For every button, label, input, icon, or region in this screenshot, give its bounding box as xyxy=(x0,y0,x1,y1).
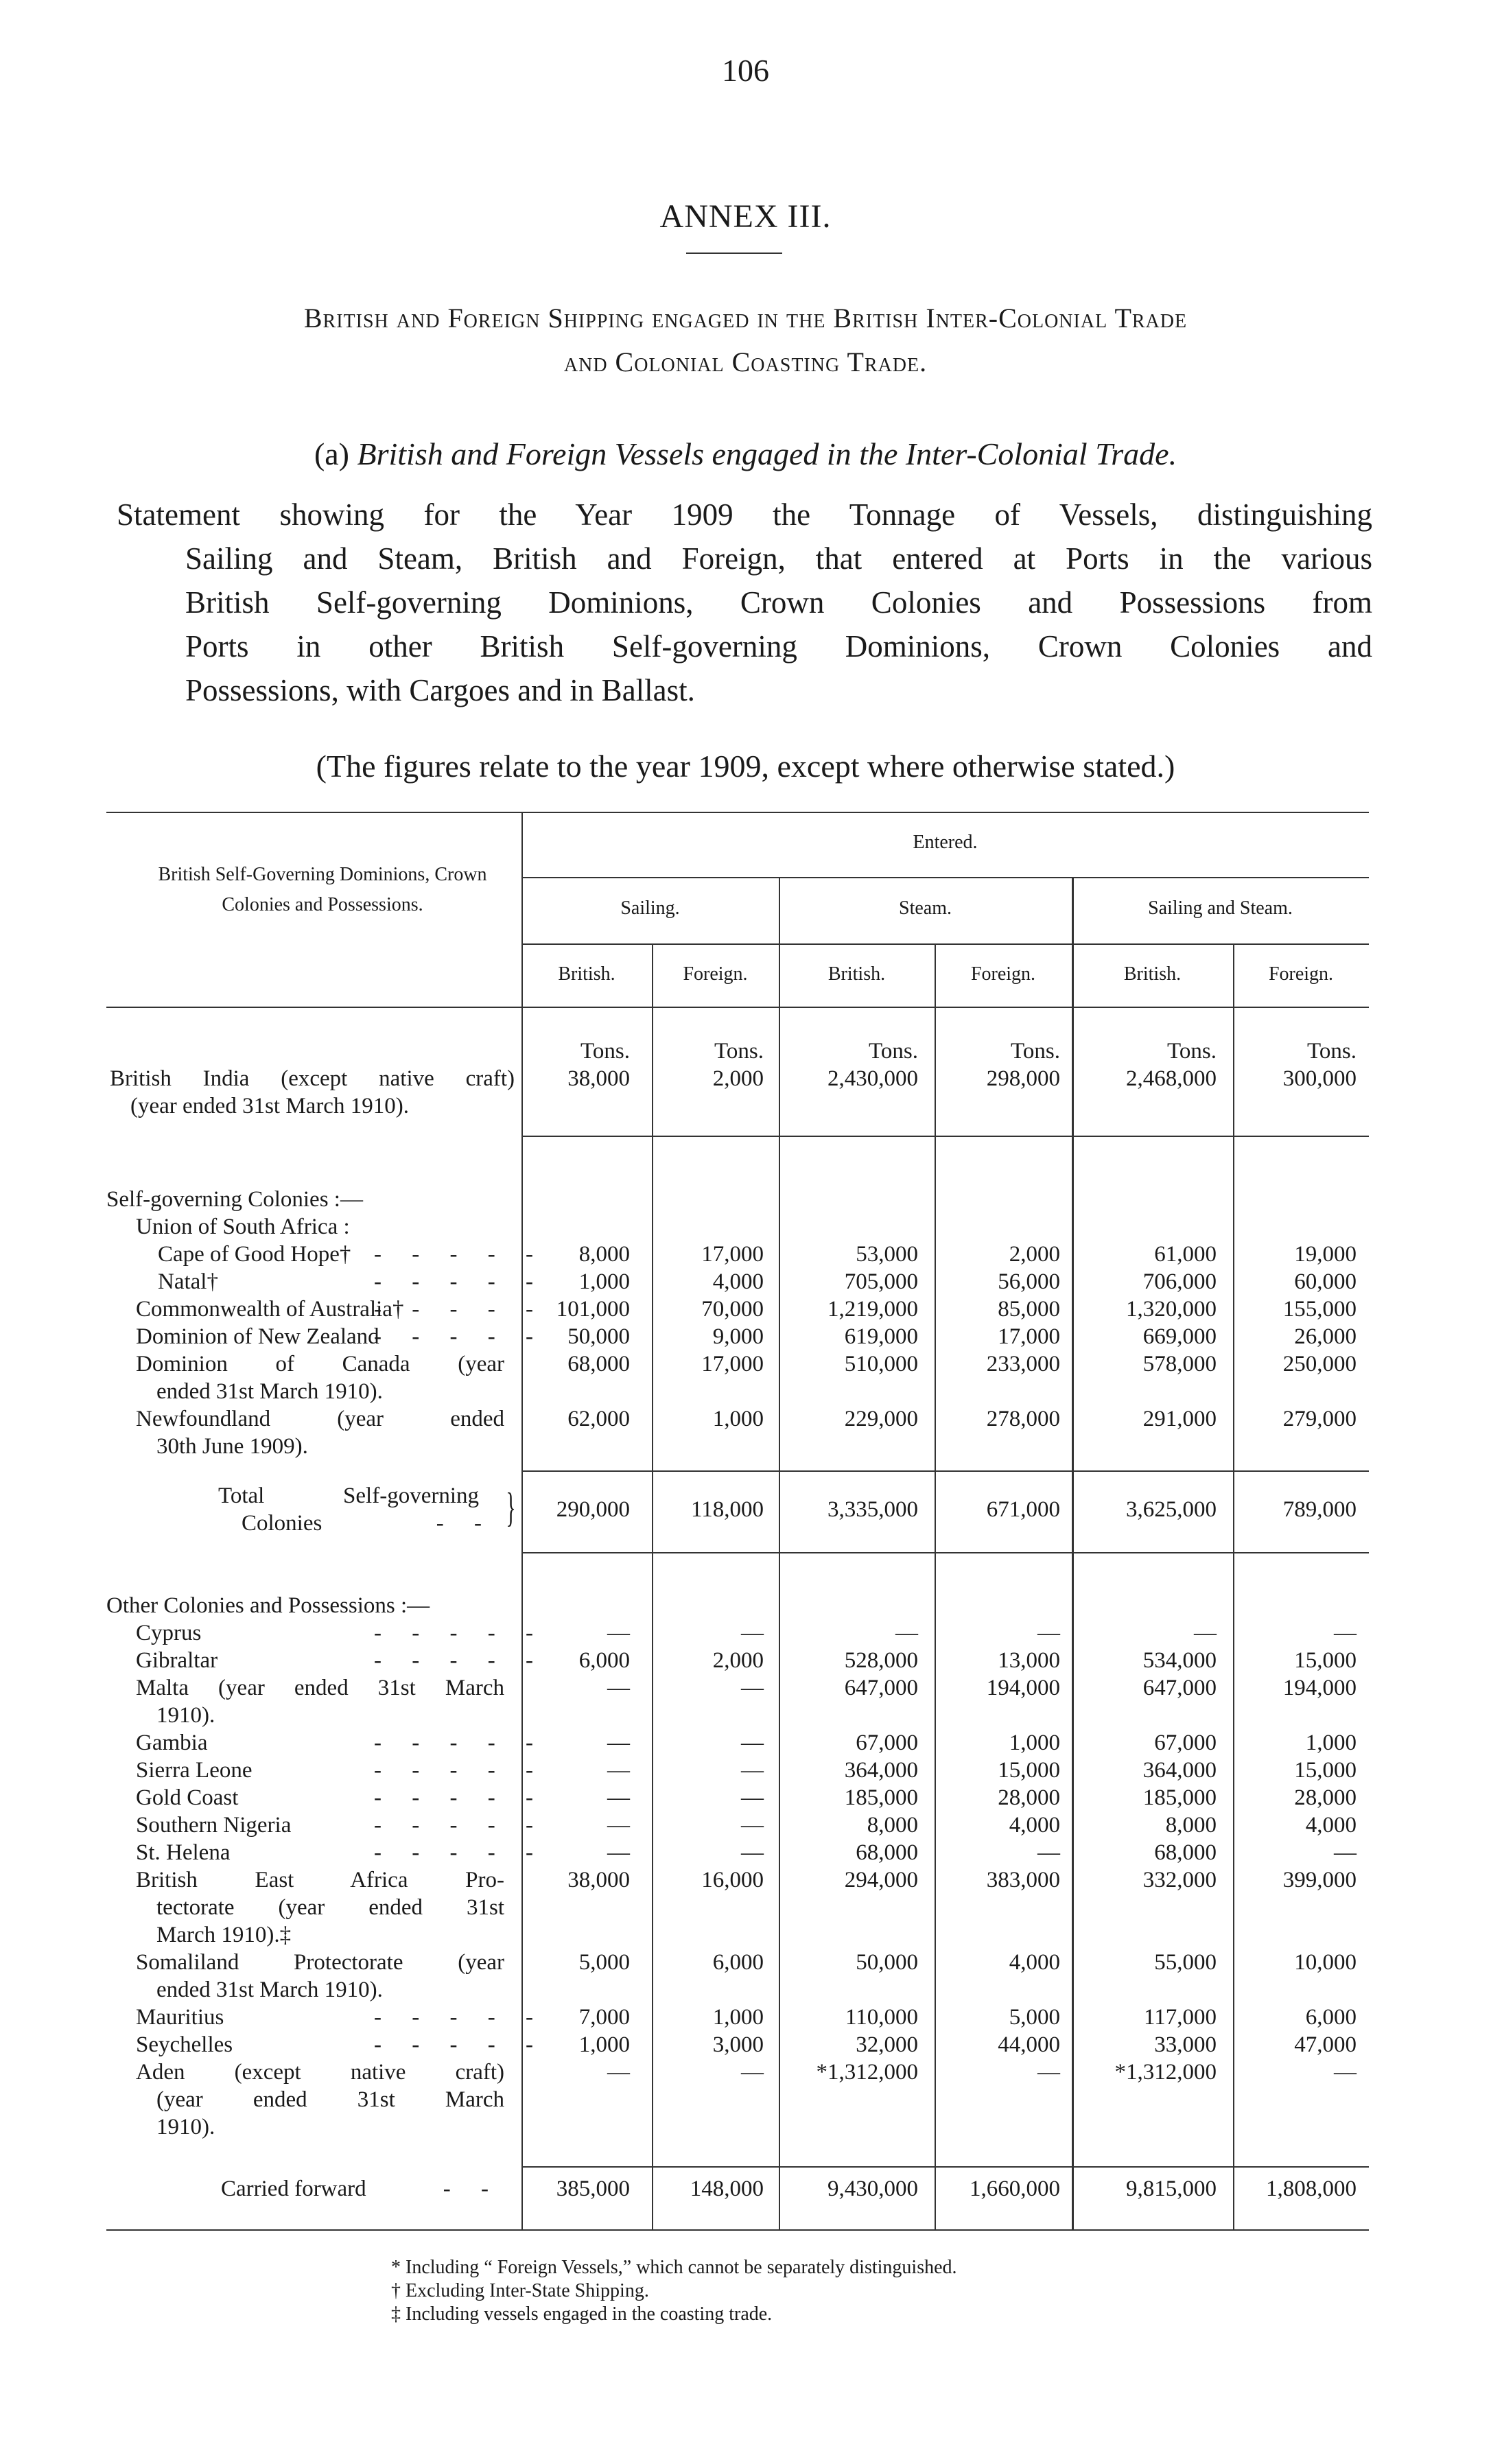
table-cell: — xyxy=(607,1813,630,1838)
table-cell: 1,000 xyxy=(1009,1730,1060,1755)
table-cell: 1,660,000 xyxy=(970,2176,1060,2201)
footnote: ‡ Including vessels engaged in the coasting trade. xyxy=(391,2303,773,2325)
row-label: Commonwealth of Australia† xyxy=(136,1297,404,1322)
table-cell: 118,000 xyxy=(690,1497,764,1522)
statement-line: Sailing and Steam, British and Foreign, that entered at Ports in the various xyxy=(185,541,1372,576)
table-cell: 17,000 xyxy=(701,1242,764,1267)
col-header: Foreign. xyxy=(683,963,748,985)
group-divider xyxy=(1072,877,1074,2229)
table-cell: *1,312,000 xyxy=(816,2060,918,2085)
header-bottom-rule xyxy=(106,1007,1369,1008)
table-cell: 56,000 xyxy=(998,1269,1060,1294)
table-cell: 2,000 xyxy=(712,1066,764,1091)
table-cell: 9,815,000 xyxy=(1126,2176,1217,2201)
table-cell: 647,000 xyxy=(1142,1676,1217,1700)
statement-line: Ports in other British Self-governing Dominions, Crown Colonies and xyxy=(185,629,1372,664)
table-cell: 2,000 xyxy=(1009,1242,1060,1267)
table-cell: 705,000 xyxy=(844,1269,918,1294)
table-top-rule xyxy=(106,812,1369,813)
row-label: (year ended 31st March xyxy=(156,2087,504,2112)
table-cell: — xyxy=(607,1676,630,1700)
leader-dashes: - - - - - xyxy=(374,1813,545,1838)
table-cell: 8,000 xyxy=(578,1242,630,1267)
table-cell: 28,000 xyxy=(1294,1785,1357,1810)
table-cell: 70,000 xyxy=(701,1297,764,1322)
table-cell: 671,000 xyxy=(986,1497,1060,1522)
table-cell: — xyxy=(741,1758,764,1783)
table-cell: 1,808,000 xyxy=(1266,2176,1357,2201)
table-cell: 38,000 xyxy=(567,1868,630,1892)
table-cell: 3,335,000 xyxy=(827,1497,918,1522)
col-header: British. xyxy=(558,963,615,985)
entered-rule xyxy=(521,877,1369,878)
unit-label: Tons. xyxy=(1167,1039,1217,1064)
footnote: * Including “ Foreign Vessels,” which cannot be separately distinguished. xyxy=(391,2257,957,2278)
annex-rule xyxy=(686,253,782,254)
subheading-prefix: (a) xyxy=(314,436,349,471)
unit-label: Tons. xyxy=(869,1039,918,1064)
table-cell: 15,000 xyxy=(1294,1648,1357,1673)
unit-label: Tons. xyxy=(580,1039,630,1064)
table-cell: — xyxy=(607,1730,630,1755)
group-header-sailing-and-steam: Sailing and Steam. xyxy=(1148,897,1293,919)
table-cell: 155,000 xyxy=(1282,1297,1357,1322)
table-cell: 67,000 xyxy=(856,1730,918,1755)
table-cell: 148,000 xyxy=(690,2176,764,2201)
table-cell: 17,000 xyxy=(998,1324,1060,1349)
leader-dashes: - - - - - xyxy=(374,2032,545,2057)
table-cell: 26,000 xyxy=(1294,1324,1357,1349)
row-label: St. Helena xyxy=(136,1840,231,1865)
table-cell: — xyxy=(741,1621,764,1645)
table-cell: — xyxy=(1037,1621,1060,1645)
statement-line: Statement showing for the Year 1909 the Tonnage of Vessels, distinguishing xyxy=(117,497,1372,532)
table-cell: 332,000 xyxy=(1142,1868,1217,1892)
table-cell: — xyxy=(1037,2060,1060,2085)
table-cell: 534,000 xyxy=(1142,1648,1217,1673)
table-cell: 1,000 xyxy=(578,2032,630,2057)
unit-label: Tons. xyxy=(1011,1039,1060,1064)
table-cell: 3,000 xyxy=(712,2032,764,2057)
table-cell: 53,000 xyxy=(856,1242,918,1267)
row-label: Cape of Good Hope† xyxy=(158,1242,351,1267)
table-cell: 619,000 xyxy=(844,1324,918,1349)
table-cell: 669,000 xyxy=(1142,1324,1217,1349)
table-cell: 32,000 xyxy=(856,2032,918,2057)
unit-label: Tons. xyxy=(714,1039,764,1064)
table-cell: 5,000 xyxy=(578,1950,630,1975)
entered-header: Entered. xyxy=(913,832,978,853)
table-cell: — xyxy=(607,1785,630,1810)
table-cell: 300,000 xyxy=(1282,1066,1357,1091)
row-label: Dominion of New Zealand xyxy=(136,1324,379,1349)
row-label: Dominion of Canada (year xyxy=(136,1352,504,1376)
col-header: British. xyxy=(1123,963,1182,985)
leader-dashes: - - xyxy=(443,2176,501,2201)
table-cell: — xyxy=(741,1676,764,1700)
table-cell: 6,000 xyxy=(578,1648,630,1673)
leader-dashes: - - - - - xyxy=(374,1242,545,1267)
table-cell: 8,000 xyxy=(867,1813,918,1838)
table-cell: 55,000 xyxy=(1154,1950,1217,1975)
table-cell: 291,000 xyxy=(1142,1407,1217,1431)
statement-line: British Self-governing Dominions, Crown Colonies and Possessions from xyxy=(185,585,1372,620)
table-cell: 28,000 xyxy=(998,1785,1060,1810)
table-cell: 647,000 xyxy=(844,1676,918,1700)
table-cell: 1,000 xyxy=(578,1269,630,1294)
table-cell: — xyxy=(607,2060,630,2085)
table-cell: 50,000 xyxy=(567,1324,630,1349)
statement-line: Possessions, with Cargoes and in Ballast. xyxy=(185,673,695,707)
table-cell: 2,468,000 xyxy=(1126,1066,1217,1091)
table-cell: 17,000 xyxy=(701,1352,764,1376)
leader-dashes: - - xyxy=(436,1511,494,1536)
table-cell: 2,000 xyxy=(712,1648,764,1673)
table-cell: 85,000 xyxy=(998,1297,1060,1322)
group-header-sailing: Sailing. xyxy=(620,897,680,919)
row-label: Malta (year ended 31st March xyxy=(136,1676,504,1700)
stub-header: British Self-Governing Dominions, Crown Colonies and Possessions. xyxy=(158,864,487,915)
row-label: Aden (except native craft) xyxy=(136,2060,504,2085)
table-cell: 789,000 xyxy=(1282,1497,1357,1522)
table-cell: 33,000 xyxy=(1154,2032,1217,2057)
row-label: Natal† xyxy=(158,1269,218,1294)
table-cell: 3,625,000 xyxy=(1126,1497,1217,1522)
carried-top-rule xyxy=(521,2166,1369,2168)
table-cell: 110,000 xyxy=(845,2005,918,2030)
table-cell: — xyxy=(895,1621,918,1645)
row-label: 1910). xyxy=(156,1703,215,1728)
table-cell: 61,000 xyxy=(1154,1242,1217,1267)
brace: } xyxy=(506,1485,516,1530)
table-cell: 16,000 xyxy=(701,1868,764,1892)
row-label: Newfoundland (year ended xyxy=(136,1407,504,1431)
table-cell: 2,430,000 xyxy=(827,1066,918,1091)
table-cell: 44,000 xyxy=(998,2032,1060,2057)
table-cell: — xyxy=(741,1813,764,1838)
table-cell: 8,000 xyxy=(1165,1813,1217,1838)
figures-note: (The figures relate to the year 1909, except where otherwise stated.) xyxy=(316,749,1175,784)
col-header: Foreign. xyxy=(1268,963,1334,985)
table-cell: 278,000 xyxy=(986,1407,1060,1431)
row-label: Sierra Leone xyxy=(136,1758,253,1783)
table-cell: 47,000 xyxy=(1294,2032,1357,2057)
table-cell: 364,000 xyxy=(1142,1758,1217,1783)
table-cell: 1,219,000 xyxy=(827,1297,918,1322)
table-cell: — xyxy=(607,1840,630,1865)
table-cell: — xyxy=(741,1840,764,1865)
col-header: British. xyxy=(827,963,886,985)
annex-title: ANNEX III. xyxy=(659,198,832,235)
table-cell: — xyxy=(1334,1840,1357,1865)
table-cell: 13,000 xyxy=(998,1648,1060,1673)
page-number: 106 xyxy=(722,53,769,88)
table-cell: 1,320,000 xyxy=(1126,1297,1217,1322)
table-cell: 4,000 xyxy=(1009,1813,1060,1838)
subtotal-top-rule xyxy=(521,1470,1369,1472)
carried-forward-label: Carried forward xyxy=(221,2176,366,2201)
row-label: tectorate (year ended 31st xyxy=(156,1895,504,1920)
leader-dashes: - - - - - xyxy=(374,1269,545,1294)
section-heading: Other Colonies and Possessions :— xyxy=(106,1593,430,1618)
table-cell: 1,000 xyxy=(1305,1730,1357,1755)
table-cell: 9,000 xyxy=(712,1324,764,1349)
statement-paragraph xyxy=(117,493,1372,712)
unit-label: Tons. xyxy=(1307,1039,1357,1064)
table-cell: 510,000 xyxy=(844,1352,918,1376)
table-cell: 279,000 xyxy=(1282,1407,1357,1431)
leader-dashes: - - - - - xyxy=(374,2005,545,2030)
table-cell: 5,000 xyxy=(1009,2005,1060,2030)
table-cell: 10,000 xyxy=(1294,1950,1357,1975)
table-cell: — xyxy=(1037,1840,1060,1865)
table-cell: 15,000 xyxy=(998,1758,1060,1783)
table-cell: 117,000 xyxy=(1143,2005,1217,2030)
table-cell: 250,000 xyxy=(1282,1352,1357,1376)
row-label: British East Africa Pro- xyxy=(136,1868,504,1892)
col-header: Foreign. xyxy=(970,963,1036,985)
table-cell: *1,312,000 xyxy=(1114,2060,1217,2085)
table-cell: 185,000 xyxy=(844,1785,918,1810)
group-rule xyxy=(521,943,1369,945)
leader-dashes: - - - - - xyxy=(374,1730,545,1755)
row-label: Mauritius xyxy=(136,2005,224,2030)
footnotes xyxy=(391,2256,957,2326)
row-label: Somaliland Protectorate (year xyxy=(136,1950,504,1975)
row-label: March 1910).‡ xyxy=(156,1923,292,1947)
section-subheading xyxy=(0,436,1491,472)
table-cell: 60,000 xyxy=(1294,1269,1357,1294)
row-label: 30th June 1909). xyxy=(156,1434,308,1459)
table-cell: 68,000 xyxy=(856,1840,918,1865)
table-cell: — xyxy=(607,1758,630,1783)
table-cell: — xyxy=(741,2060,764,2085)
table-cell: 67,000 xyxy=(1154,1730,1217,1755)
table-cell: 528,000 xyxy=(844,1648,918,1673)
table-cell: — xyxy=(1194,1621,1217,1645)
table-cell: 1,000 xyxy=(712,1407,764,1431)
row-label: ended 31st March 1910). xyxy=(156,1978,383,2002)
table-cell: 101,000 xyxy=(556,1297,630,1322)
row-label: 1910). xyxy=(156,2115,215,2139)
table-cell: 194,000 xyxy=(1282,1676,1357,1700)
table-cell: — xyxy=(741,1785,764,1810)
table-cell: 229,000 xyxy=(844,1407,918,1431)
table-cell: — xyxy=(1334,1621,1357,1645)
table-cell: 364,000 xyxy=(844,1758,918,1783)
subheading-text: British and Foreign Vessels engaged in the Inter-Colonial Trade. xyxy=(357,436,1177,471)
table-cell: 15,000 xyxy=(1294,1758,1357,1783)
row-label: ended 31st March 1910). xyxy=(156,1379,383,1404)
table-cell: 383,000 xyxy=(986,1868,1060,1892)
table-cell: 290,000 xyxy=(556,1497,630,1522)
footnote: † Excluding Inter-State Shipping. xyxy=(391,2280,649,2301)
table-cell: 4,000 xyxy=(1009,1950,1060,1975)
row-label: Gambia xyxy=(136,1730,208,1755)
leader-dashes: - - - - - xyxy=(374,1621,545,1645)
table-cell: 9,430,000 xyxy=(827,2176,918,2201)
subtotal-bottom-rule xyxy=(521,1552,1369,1553)
table-cell: 6,000 xyxy=(712,1950,764,1975)
table-cell: 7,000 xyxy=(578,2005,630,2030)
table-cell: 38,000 xyxy=(567,1066,630,1091)
row-label: British India (except native craft) xyxy=(110,1066,515,1091)
leader-dashes: - - - - - xyxy=(374,1297,545,1322)
leader-dashes: - - - - - xyxy=(374,1785,545,1810)
table-cell: 194,000 xyxy=(986,1676,1060,1700)
total-label: Total Self-governing xyxy=(218,1483,479,1508)
table-cell: 1,000 xyxy=(712,2005,764,2030)
table-cell: — xyxy=(741,1730,764,1755)
headline-line: and Colonial Coasting Trade. xyxy=(563,347,928,377)
table-cell: 298,000 xyxy=(986,1066,1060,1091)
headline-line: British and Foreign Shipping engaged in the British Inter-Colonial Trade xyxy=(303,303,1188,333)
row-label: Seychelles xyxy=(136,2032,233,2057)
table-cell: 4,000 xyxy=(1305,1813,1357,1838)
row-label: Cyprus xyxy=(136,1621,202,1645)
table-cell: 6,000 xyxy=(1305,2005,1357,2030)
table-cell: 19,000 xyxy=(1294,1242,1357,1267)
table-cell: 578,000 xyxy=(1142,1352,1217,1376)
table-cell: 50,000 xyxy=(856,1950,918,1975)
table-bottom-rule xyxy=(106,2229,1369,2231)
subsection-heading: Union of South Africa : xyxy=(136,1215,350,1239)
leader-dashes: - - - - - xyxy=(374,1840,545,1865)
leader-dashes: - - - - - xyxy=(374,1758,545,1783)
table-cell: 4,000 xyxy=(712,1269,764,1294)
table-cell: — xyxy=(1334,2060,1357,2085)
row-label: Gold Coast xyxy=(136,1785,239,1810)
leader-dashes: - - - - - xyxy=(374,1648,545,1673)
row-label: Southern Nigeria xyxy=(136,1813,292,1838)
table-cell: 233,000 xyxy=(986,1352,1060,1376)
table-cell: 399,000 xyxy=(1282,1868,1357,1892)
row-label: Gibraltar xyxy=(136,1648,218,1673)
table-cell: 294,000 xyxy=(844,1868,918,1892)
total-label: Colonies xyxy=(242,1511,322,1536)
table-cell: 68,000 xyxy=(567,1352,630,1376)
table-cell: 185,000 xyxy=(1142,1785,1217,1810)
document-headline xyxy=(103,296,1388,384)
group-header-steam: Steam. xyxy=(899,897,952,919)
table-cell: 385,000 xyxy=(556,2176,630,2201)
group-divider xyxy=(779,877,780,2229)
table-cell: 706,000 xyxy=(1142,1269,1217,1294)
table-cell: — xyxy=(607,1621,630,1645)
table-cell: 68,000 xyxy=(1154,1840,1217,1865)
table-cell: 62,000 xyxy=(567,1407,630,1431)
india-rule xyxy=(521,1136,1369,1137)
section-heading: Self-governing Colonies :— xyxy=(106,1187,363,1212)
row-label: (year ended 31st March 1910). xyxy=(130,1094,409,1118)
leader-dashes: - - - - - xyxy=(374,1324,545,1349)
